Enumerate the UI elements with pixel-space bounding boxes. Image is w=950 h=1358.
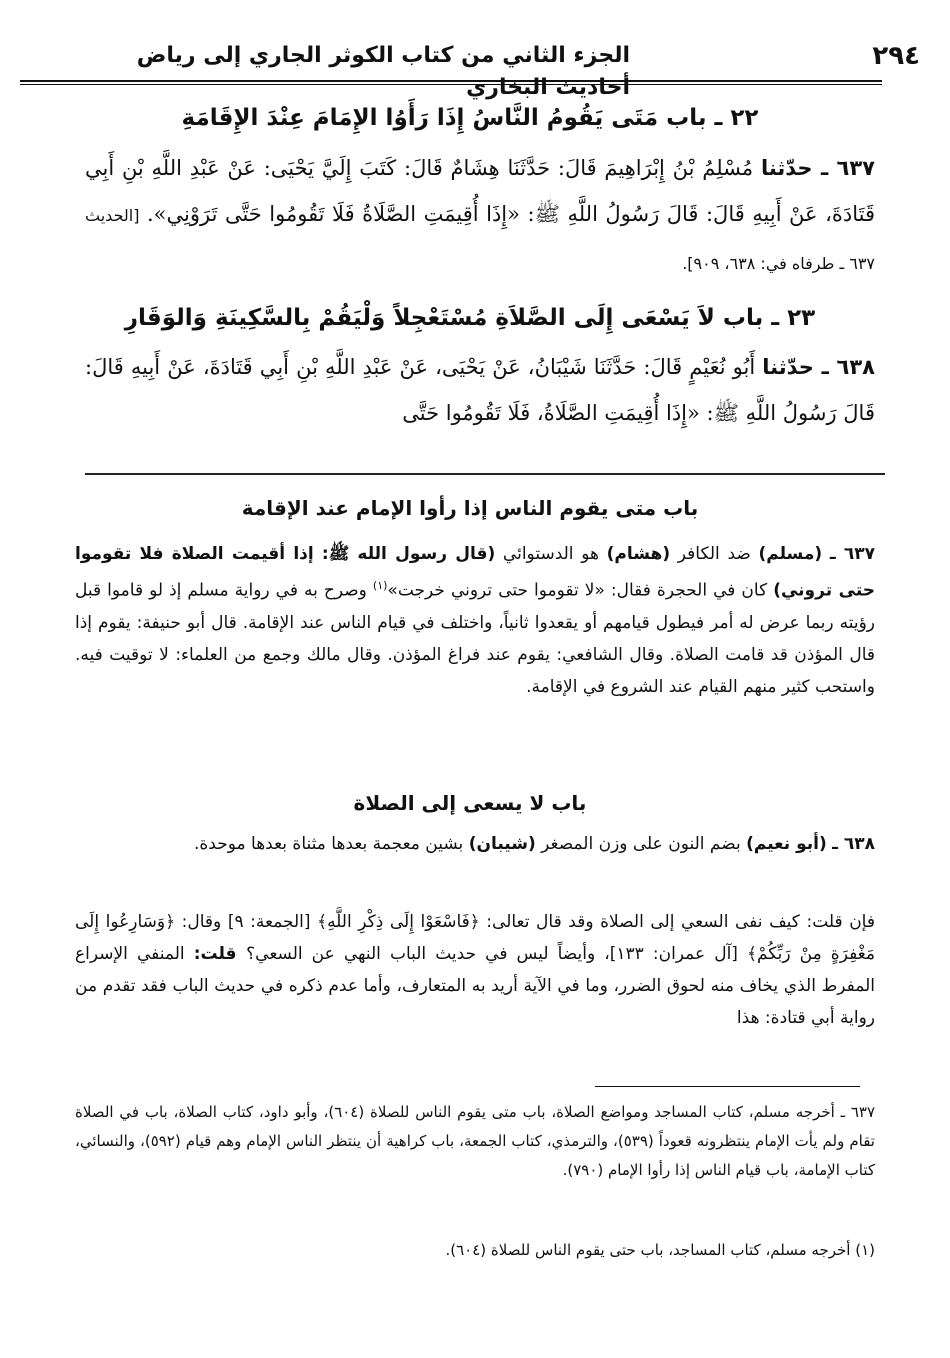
header-rule (20, 80, 882, 82)
chapter-heading-23: ٢٣ ـ باب لاَ يَسْعَى إِلَى الصَّلاَةِ مُسْتَعْجِلاً وَلْيَقُمْ بِالسَّكِينَةِ وَالوَقَارِ (124, 305, 816, 331)
commentary-text: كان في الحجرة فقال: «لا تقوموا حتى تروني خرجت» (387, 580, 774, 601)
bold-term: قلت: (193, 944, 247, 964)
commentary-text: بضم النون على وزن المصغر (535, 834, 747, 854)
running-header-title: الجزء الثاني من كتاب الكوثر الجاري إلى رياض أحاديث البخاري (136, 43, 630, 100)
hadith-cross-reference: [الحديث ٦٣٧ ـ طرفاه في: ٦٣٨، ٩٠٩]. (85, 206, 875, 273)
hadith-body: مُسْلِمُ بْنُ إِبْرَاهِيمَ قَالَ: حَدَّثَنَا هِشَامٌ قَالَ: كَتَبَ إِلَيَّ يَحْيَى: عَنْ عَبْدِ اللَّهِ بْنِ أَبِي قَتَادَةَ، عَنْ أَبِيهِ قَالَ: قَالَ رَسُولُ اللَّهِ ﷺ: «إِذَا أُقِيمَتِ الصَّلَاةُ فَلَا تَقُومُوا حَتَّى تَرَوْنِي». (85, 156, 875, 226)
header-rule-thin (20, 84, 882, 85)
hadith-number: ٦٣٧ ـ حدّثنا (760, 156, 875, 180)
commentary-text: فإن قلت: كيف نفى السعي إلى الصلاة وقد قال تعالى: ﴿فَاسْعَوْا إِلَى ذِكْرِ اللَّهِ﴾ [الجمعة: ٩] وقال: ﴿وَسَارِعُوا إِلَى مَغْفِرَةٍ مِنْ رَبِّكُمْ﴾ [آل عمران: ١٣٣]، وأيضاً ليس في حديث الباب النهي عن السعي؟ (75, 912, 875, 964)
commentary-text: هو الدستوائي (495, 544, 607, 564)
page-number: ٢٩٤ (872, 41, 920, 71)
bold-quote: (قال رسول الله ﷺ: إذا أقيمت الصلاة فلا تقوموا حتى تروني) (75, 544, 876, 601)
commentary-text: وصرح به في رواية مسلم إذ لو قاموا قبل رؤيته ربما عرض له أمر فيطول قيامهم أو يقعدوا ثانياً، واختلف في قيام الناس عند الإقامة. قال أبو حنيفة: يقوم إذا قال المؤذن قد قامت الصلاة. وقال الشافعي: يقوم عند فراغ المؤذن. وقال مالك وجمع من العلماء: لا توقيت فيه. واستحب كثير منهم القيام عند الشروع في الإقامة. (75, 580, 875, 697)
commentary-text: المنفي الإسراع المفرط الذي يخاف منه لحوق الضرر، وما في الآية أريد به المتعارف، وأما عدم ذكره في حديث الباب فقد تقدم من رواية أبي قتادة: هذا (75, 944, 875, 1028)
commentary-638-paragraph (75, 828, 875, 860)
section-divider (85, 473, 885, 475)
footnote-637: ٦٣٧ ـ أخرجه مسلم، كتاب المساجد ومواضع الصلاة، باب متى يقوم الناس للصلاة (٦٠٤)، وأبو داود، كتاب الصلاة، باب في الصلاة تقام ولم يأت الإمام ينتظرونه قعوداً (٥٣٩)، والترمذي، كتاب الجمعة، باب كراهية أن ينتظر الناس الإمام وهم قيام (٥٩٢)، والنسائي، كتاب الإمامة، باب قيام الناس إذا رأوا الإمام (٧٩٠). (75, 1103, 875, 1179)
hadith-638-text (85, 344, 875, 436)
commentary-question-paragraph (75, 906, 875, 1034)
bold-term: (مسلم) (758, 544, 823, 564)
chapter-heading-22: ٢٢ ـ باب مَتَى يَقُومُ النَّاسُ إِذَا رَأَوُا الإِمَامَ عِنْدَ الإِقَامَةِ (181, 105, 759, 131)
commentary-number: ٦٣٨ ـ (832, 834, 875, 854)
commentary-637-paragraph (75, 538, 875, 703)
footnote-1: (١) أخرجه مسلم، كتاب المساجد، باب حتى يقوم الناس للصلاة (٦٠٤). (445, 1241, 875, 1259)
hadith-number: ٦٣٨ ـ حدّثنا (762, 355, 875, 379)
bold-term: (شيبان) (468, 834, 536, 854)
commentary-heading-638: باب لا يسعى إلى الصلاة (353, 791, 587, 815)
commentary-text: بشين معجمة بعدها مثناة بعدها موحدة. (193, 834, 469, 854)
hadith-637-text (85, 145, 875, 287)
commentary-heading-637: باب متى يقوم الناس إذا رأوا الإمام عند الإقامة (241, 496, 699, 520)
bold-term: (هشام) (606, 544, 671, 564)
commentary-text: ضد الكافر (670, 544, 759, 564)
commentary-number: ٦٣٧ ـ (829, 544, 875, 564)
hadith-body: أَبُو نُعَيْمٍ قَالَ: حَدَّثَنَا شَيْبَانُ، عَنْ يَحْيَى، عَنْ عَبْدِ اللَّهِ بْنِ أَبِي قَتَادَةَ، عَنْ أَبِيهِ قَالَ: قَالَ رَسُولُ اللَّهِ ﷺ: «إِذَا أُقِيمَتِ الصَّلَاةُ، فَلَا تَقُومُوا حَتَّى (85, 355, 875, 425)
bold-term: (أبو نعيم) (746, 834, 827, 854)
footnote-reference: (١) (372, 579, 388, 592)
footnote-rule (595, 1086, 860, 1087)
